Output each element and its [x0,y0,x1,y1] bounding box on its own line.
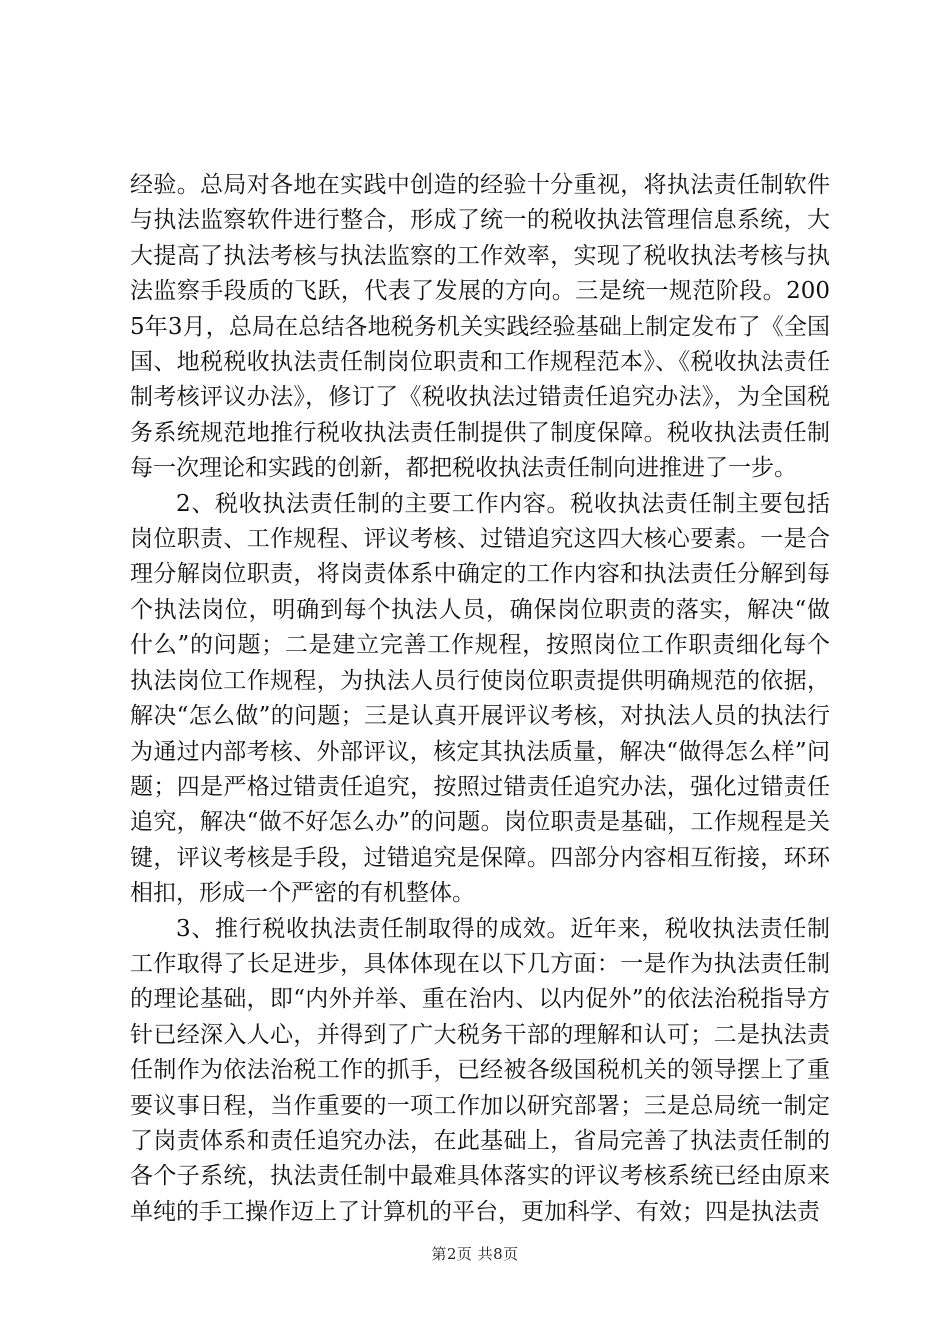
page-number-footer: 第2页 共8页 [431,1245,519,1263]
document-body [130,168,830,1230]
paragraph-work-content: 2、税收执法责任制的主要工作内容。税收执法责任制主要包括岗位职责、工作规程、评议考核、过错追究这四大核心要素。一是合理分解岗位职责，将岗责体系中确定的工作内容和执法责任分解到每个执法岗位，明确到每个执法人员，确保岗位职责的落实，解决“做什么”的问题；二是建立完善工作规程，按照岗位工作职责细化每个执法岗位工作规程，为执法人员行使岗位职责提供明确规范的依据，解决“怎么做”的问题；三是认真开展评议考核，对执法人员的执法行为通过内部考核、外部评议，核定其执法质量，解决“做得怎么样”问题；四是严格过错责任追究，按照过错责任追究办法，强化过错责任追究，解决“做不好怎么办”的问题。岗位职责是基础，工作规程是关键，评议考核是手段，过错追究是保障。四部分内容相互衔接，环环相扣，形成一个严密的有机整体。 [130,490,830,907]
paragraph-achievements: 3、推行税收执法责任制取得的成效。近年来，税收执法责任制工作取得了长足进步，具体体现在以下几方面：一是作为执法责任制的理论基础，即“内外并举、重在治内、以内促外”的依法治税指导方针已经深入人心，并得到了广大税务干部的理解和认可；二是执法责任制作为依法治税工作的抓手，已经被各级国税机关的领导摆上了重要议事日程，当作重要的一项工作加以研究部署；三是总局统一制定了岗责体系和责任追究办法，在此基础上，省局完善了执法责任制的各个子系统，执法责任制中最难具体落实的评议考核系统已经由原来单纯的手工操作迈上了计算机的平台，更加科学、有效；四是执法责 [130,915,830,1225]
paragraph-continuation: 经验。总局对各地在实践中创造的经验十分重视，将执法责任制软件与执法监察软件进行整合，形成了统一的税收执法管理信息系统，大大提高了执法考核与执法监察的工作效率，实现了税收执法考核与执法监察手段质的飞跃，代表了发展的方向。三是统一规范阶段。2005年3月，总局在总结各地税务机关实践经验基础上制定发布了《全国国、地税税收执法责任制岗位职责和工作规程范本》、《税收执法责任制考核评议办法》，修订了《税收执法过错责任追究办法》，为全国税务系统规范地推行税收执法责任制提供了制度保障。税收执法责任制每一次理论和实践的创新，都把税收执法责任制向进推进了一步。 [130,172,830,482]
